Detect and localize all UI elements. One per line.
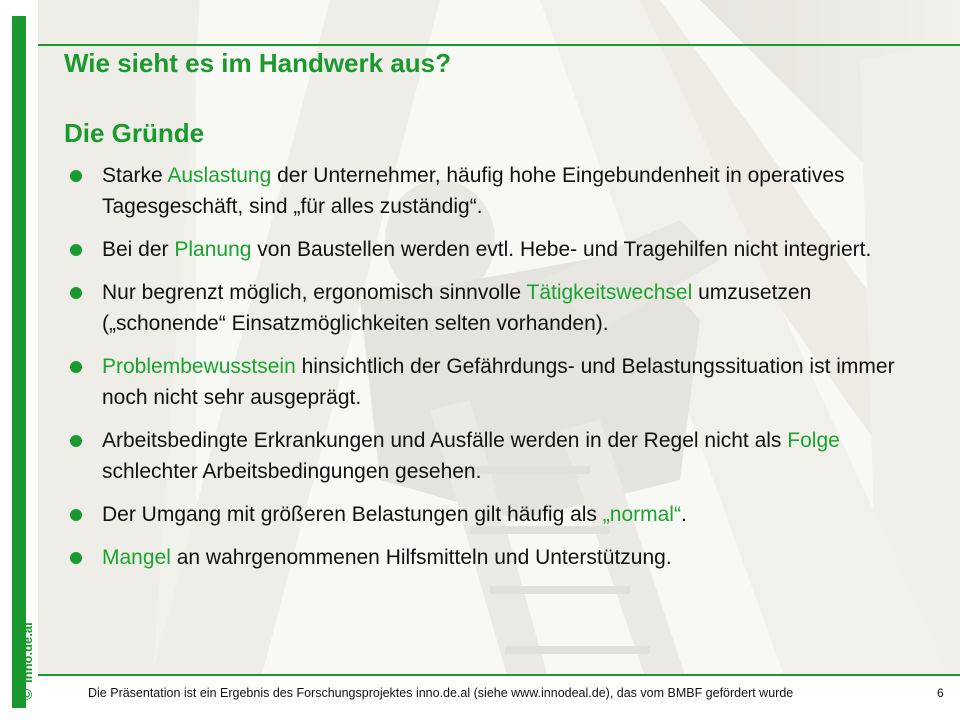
copyright-text: inno.de.al — [20, 622, 35, 683]
bullet-keyword: Planung — [174, 238, 252, 261]
green-dot-icon — [70, 435, 82, 447]
header-divider — [38, 44, 960, 46]
bullet-keyword: „normal“ — [602, 503, 681, 526]
bullet-text: Der Umgang mit größeren Belastungen gilt häufig als — [102, 503, 603, 526]
green-dot-icon — [70, 509, 82, 521]
bullet-text: von Baustellen werden evtl. Hebe- und Tragehilfen nicht integriert. — [251, 238, 872, 261]
green-dot-icon — [70, 170, 82, 182]
slide-subtitle: Die Gründe — [64, 118, 205, 148]
bullet-keyword: Folge — [787, 429, 840, 452]
bullet-text: Starke — [102, 164, 168, 187]
bullet-list — [70, 160, 940, 585]
bullet-text: hinsichtlich der Gefährdungs- und Belastungssituation ist immer noch nicht sehr ausgeprägt. — [102, 355, 895, 409]
bullet-keyword: Problembewusstsein — [102, 355, 296, 378]
bullet-text: der Unternehmer, häufig hohe Eingebundenheit in operatives Tagesgeschäft, sind „für alles zuständig“. — [102, 164, 845, 218]
bullet-text: umzusetzen („schonende“ Einsatzmöglichkeiten selten vorhanden). — [102, 281, 812, 335]
page-number: 6 — [937, 686, 944, 700]
bullet-text: Bei der — [102, 238, 175, 261]
footer-note: Die Präsentation ist ein Ergebnis des Forschungsprojektes inno.de.al (siehe www.innodeal.de), das vom BMBF gefördert wurde — [88, 686, 794, 700]
green-dot-icon — [70, 361, 82, 373]
green-dot-icon — [70, 287, 82, 299]
brand-sidebar-bar — [12, 16, 26, 708]
copyright-symbol: © — [19, 688, 36, 700]
bullet-text: an wahrgenommenen Hilfsmitteln und Unterstützung. — [170, 546, 672, 569]
bullet-item — [70, 351, 940, 413]
bullet-text: . — [680, 503, 687, 526]
bullet-item — [70, 160, 940, 222]
green-dot-icon — [70, 552, 82, 564]
green-dot-icon — [70, 244, 82, 256]
bullet-item — [70, 542, 940, 573]
bullet-keyword: Tätigkeitswechsel — [526, 281, 693, 304]
bullet-text: Nur begrenzt möglich, ergonomisch sinnvolle — [102, 281, 527, 304]
slide-title: Wie sieht es im Handwerk aus? — [64, 48, 452, 78]
footer-divider — [38, 674, 960, 676]
bullet-item — [70, 234, 940, 265]
bullet-item — [70, 499, 940, 530]
bullet-item — [70, 425, 940, 487]
bullet-item — [70, 277, 940, 339]
bullet-text: schlechter Arbeitsbedingungen gesehen. — [102, 460, 482, 483]
bullet-keyword: Auslastung — [167, 164, 272, 187]
copyright-label — [19, 622, 36, 700]
bullet-keyword: Mangel — [102, 546, 171, 569]
bullet-text: Arbeitsbedingte Erkrankungen und Ausfälle werden in der Regel nicht als — [102, 429, 788, 452]
